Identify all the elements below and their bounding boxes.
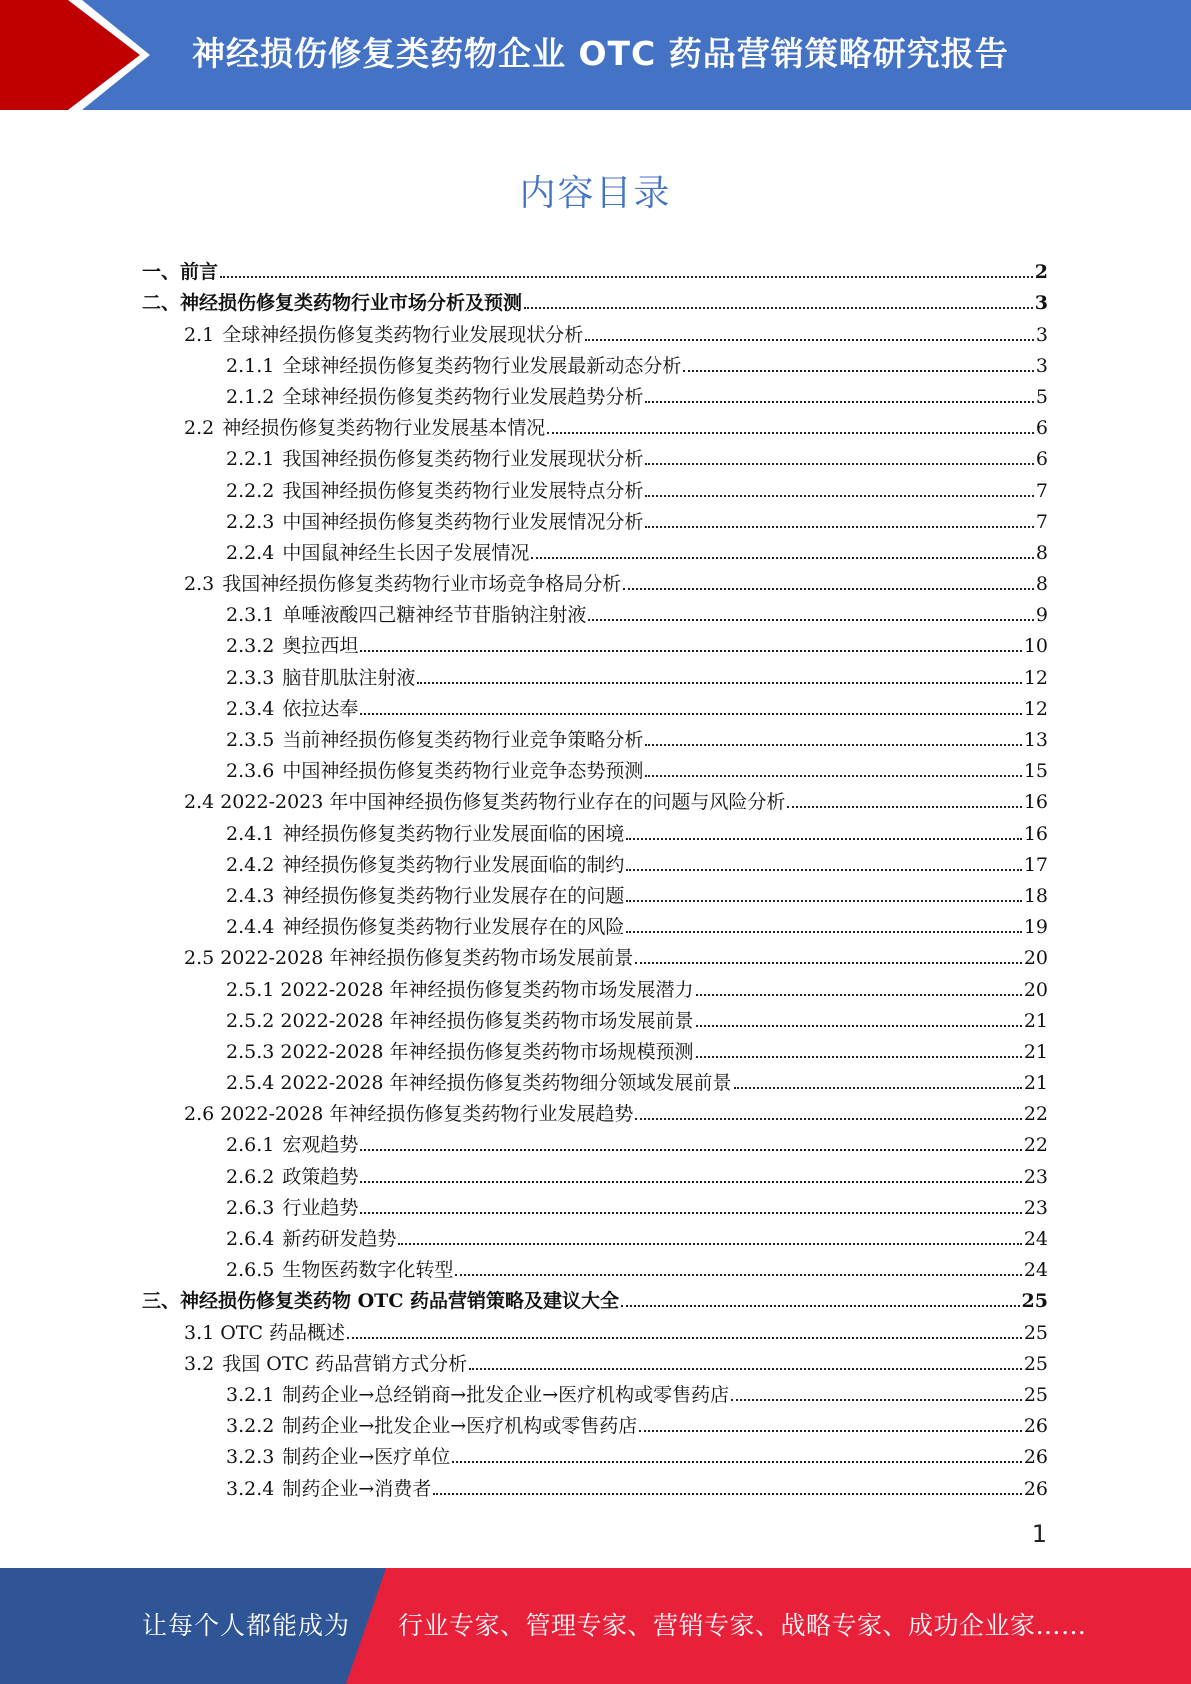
toc-entry-title: 神经损伤修复类药物行业市场分析及预测 [180,292,523,315]
toc-entry-page: 16 [1023,791,1048,814]
toc-entry-title: 中国神经损伤修复类药物行业竞争态势预测 [282,760,644,783]
toc-entry-page: 21 [1023,1072,1048,1095]
toc-title: 内容目录 [519,173,672,214]
toc-entry[interactable] [142,1282,1048,1313]
toc-entry[interactable] [142,347,1048,378]
toc-dot-leader [787,806,1021,808]
toc-entry[interactable] [142,627,1048,658]
toc-entry-page: 22 [1023,1134,1048,1157]
toc-entry[interactable] [142,565,1048,596]
toc-dot-leader [626,838,1021,840]
toc-entry-page: 10 [1023,635,1048,658]
toc-entry-page: 25 [1021,1290,1048,1313]
toc-entry-number: 3.2.3 [226,1446,275,1469]
toc-dot-leader [731,1399,1022,1401]
toc-entry[interactable] [142,409,1048,440]
toc-entry[interactable] [142,752,1048,783]
toc-entry-title: 2022-2028 年神经损伤修复类药物市场规模预测 [280,1040,694,1063]
toc-entry-title: 2022-2028 年神经损伤修复类药物细分领域发展前景 [280,1072,732,1095]
toc-dot-leader [683,370,1034,372]
header-band [0,0,1191,110]
toc-dot-leader [623,588,1034,590]
toc-entry-number: 二、 [142,292,181,315]
toc-entry-title: 当前神经损伤修复类药物行业竞争策略分析 [282,729,644,751]
toc-entry-number: 2.3.6 [226,760,275,783]
header-chevron-icon [0,0,150,110]
toc-entry-page: 6 [1035,417,1048,440]
toc-entry-number: 2.4 [184,791,215,814]
toc-entry-title: 我国神经损伤修复类药物行业发展特点分析 [282,479,644,502]
toc-entry-page: 19 [1023,916,1048,939]
toc-dot-leader [645,401,1034,403]
toc-entry-title: 制药企业→消费者 [282,1477,432,1500]
toc-entry[interactable] [142,1376,1048,1407]
toc-entry-number: 一、 [142,261,181,284]
toc-entry[interactable] [142,783,1048,814]
toc-entry-page: 8 [1035,541,1048,564]
toc-entry-page: 21 [1023,1009,1048,1032]
toc-dot-leader [588,619,1034,621]
toc-entry[interactable] [142,1469,1048,1500]
toc-entry-page: 5 [1035,385,1048,408]
toc-entry-number: 2.3.3 [226,666,275,689]
toc-entry-page: 21 [1023,1040,1048,1063]
toc-entry-number: 2.6.2 [226,1165,275,1188]
toc-entry-number: 2.1.1 [226,354,275,377]
toc-entry-number: 3.1 [184,1321,215,1344]
toc-entry[interactable] [142,1220,1048,1251]
toc-entry-number: 2.2.2 [226,479,275,502]
toc-entry[interactable] [142,378,1048,409]
toc-entry-title: 神经损伤修复类药物行业发展面临的制约 [282,853,625,876]
toc-entry-number: 2.3.4 [226,697,275,720]
toc-entry-number: 2.4.2 [226,853,275,876]
toc-dot-leader [626,931,1021,933]
toc-entry-number: 三、 [142,1290,181,1313]
toc-entry-page: 16 [1023,822,1048,845]
toc-entry[interactable] [142,721,1048,752]
toc-entry-title: 神经损伤修复类药物行业发展面临的困境 [282,822,625,845]
toc-entry[interactable] [142,1407,1048,1438]
toc-entry[interactable] [142,534,1048,565]
toc-entry-number: 2.2.4 [226,541,275,564]
toc-entry-number: 2.3.1 [226,604,275,627]
toc-entry-number: 3.2.4 [226,1477,275,1500]
toc-entry-page: 17 [1023,853,1048,876]
toc-dot-leader [645,775,1021,777]
toc-entry-number: 2.3.2 [226,635,275,658]
toc-entry[interactable] [142,471,1048,502]
footer-slogan-left: 让每个人都能成为 [142,1611,351,1640]
toc-dot-leader [635,1118,1021,1120]
toc-entry[interactable] [142,690,1048,721]
footer-slogan-right: 行业专家、管理专家、营销专家、战略专家、成功企业家…… [398,1611,1087,1640]
toc-entry[interactable] [142,284,1048,315]
toc-dot-leader [547,432,1034,434]
toc-entry-number: 2.3.5 [226,729,275,751]
toc-entry-number: 2.6.3 [226,1196,275,1219]
toc-entry-page: 8 [1035,573,1048,596]
toc-dot-leader [347,1337,1022,1339]
toc-dot-leader [417,682,1021,684]
toc-entry[interactable] [142,1438,1048,1469]
toc-entry-page: 24 [1023,1259,1048,1282]
toc-entry[interactable] [142,1251,1048,1282]
toc-entry-title: 全球神经损伤修复类药物行业发展趋势分析 [282,385,644,408]
table-of-contents [142,253,1048,1501]
toc-dot-leader [626,900,1021,902]
toc-dot-leader [626,869,1021,871]
toc-dot-leader [360,1149,1021,1151]
toc-entry[interactable] [142,908,1048,939]
toc-entry-title: 我国神经损伤修复类药物行业发展现状分析 [282,448,644,471]
toc-entry-page: 12 [1023,697,1048,720]
toc-entry-page: 18 [1023,884,1048,907]
toc-entry-page: 26 [1023,1446,1048,1469]
toc-dot-leader [645,463,1034,465]
toc-entry-number: 2.2 [184,417,215,440]
toc-entry-page: 26 [1023,1477,1048,1500]
toc-entry-number: 2.5.1 [226,978,275,1001]
toc-entry[interactable] [142,846,1048,877]
toc-entry-page: 9 [1035,604,1048,627]
toc-entry-title: 制药企业→医疗单位 [282,1446,451,1469]
toc-entry-page: 7 [1035,510,1048,533]
toc-entry-title: 新药研发趋势 [282,1228,397,1250]
toc-dot-leader [524,307,1033,309]
toc-entry[interactable] [142,1313,1048,1344]
toc-dot-leader [455,1274,1021,1276]
toc-entry-number: 2.5 [184,947,215,970]
toc-entry-title: 中国神经损伤修复类药物行业发展情况分析 [282,510,644,533]
toc-entry-page: 25 [1023,1352,1048,1375]
toc-entry-number: 3.2 [184,1352,215,1375]
toc-dot-leader [645,744,1021,746]
toc-dot-leader [696,1025,1022,1027]
toc-entry-page: 3 [1034,292,1048,315]
toc-entry-number: 2.5.4 [226,1072,275,1095]
toc-entry[interactable] [142,1157,1048,1188]
toc-entry[interactable] [142,1064,1048,1095]
toc-entry-title: 前言 [180,261,219,284]
toc-entry-page: 25 [1023,1321,1048,1344]
toc-entry-title: 奥拉西坦 [282,635,359,658]
toc-entry[interactable] [142,596,1048,627]
toc-entry[interactable] [142,658,1048,689]
toc-entry[interactable] [142,503,1048,534]
toc-entry-number: 3.2.1 [226,1383,275,1406]
toc-entry-title: 行业趋势 [282,1196,359,1219]
toc-dot-leader [398,1243,1021,1245]
toc-entry[interactable] [142,970,1048,1001]
toc-entry-page: 6 [1035,448,1048,471]
toc-entry-number: 2.6.4 [226,1228,275,1250]
toc-entry-title: 2022-2028 年神经损伤修复类药物市场发展前景 [220,947,634,970]
toc-dot-leader [734,1087,1022,1089]
toc-dot-leader [645,526,1034,528]
toc-entry-page: 3 [1035,354,1048,377]
toc-dot-leader [360,1212,1021,1214]
toc-entry-title: 我国 OTC 药品营销方式分析 [222,1352,468,1375]
toc-entry-title: 2022-2028 年神经损伤修复类药物行业发展趋势 [220,1103,634,1126]
toc-entry-title: 2022-2028 年神经损伤修复类药物市场发展潜力 [280,978,694,1001]
toc-entry-number: 3.2.2 [226,1415,275,1438]
toc-entry-number: 2.2.1 [226,448,275,471]
toc-entry-title: 全球神经损伤修复类药物行业发展现状分析 [222,323,584,346]
toc-entry-number: 2.1.2 [226,385,275,408]
toc-entry-page: 13 [1023,729,1048,751]
toc-entry-number: 2.2.3 [226,510,275,533]
toc-entry-page: 20 [1023,978,1048,1001]
toc-entry-number: 2.4.1 [226,822,275,845]
toc-entry-title: OTC 药品概述 [220,1321,346,1344]
toc-entry-page: 3 [1035,323,1048,346]
toc-entry[interactable] [142,440,1048,471]
toc-entry-title: 神经损伤修复类药物行业发展存在的问题 [282,884,625,907]
toc-entry-title: 中国鼠神经生长因子发展情况 [282,541,530,564]
toc-entry[interactable] [142,315,1048,346]
toc-entry[interactable] [142,253,1048,284]
toc-dot-leader [360,713,1021,715]
toc-entry-page: 25 [1023,1383,1048,1406]
toc-entry[interactable] [142,1189,1048,1220]
toc-entry-number: 2.5.2 [226,1009,275,1032]
toc-dot-leader [531,557,1034,559]
page-number: 1 [1031,1520,1047,1548]
toc-entry-number: 2.3 [184,573,215,596]
toc-dot-leader [696,994,1022,996]
toc-entry-title: 单唾液酸四己糖神经节苷脂钠注射液 [282,604,587,627]
toc-entry-title: 政策趋势 [282,1165,359,1188]
toc-entry-page: 20 [1023,947,1048,970]
toc-entry-number: 2.6.1 [226,1134,275,1157]
toc-entry-number: 2.4.3 [226,884,275,907]
toc-dot-leader [433,1493,1022,1495]
toc-dot-leader [585,339,1034,341]
toc-entry-title: 神经损伤修复类药物 OTC 药品营销策略及建议大全 [180,1290,620,1313]
toc-entry[interactable] [142,1033,1048,1064]
toc-dot-leader [469,1368,1022,1370]
toc-entry[interactable] [142,1345,1048,1376]
toc-entry-page: 15 [1023,760,1048,783]
toc-entry-number: 2.5.3 [226,1040,275,1063]
toc-entry-title: 神经损伤修复类药物行业发展存在的风险 [282,916,625,939]
toc-entry-number: 2.4.4 [226,916,275,939]
toc-entry[interactable] [142,939,1048,970]
toc-entry-page: 7 [1035,479,1048,502]
toc-entry-page: 12 [1023,666,1048,689]
toc-entry-title: 我国神经损伤修复类药物行业市场竞争格局分析 [222,573,622,596]
toc-entry[interactable] [142,1002,1048,1033]
toc-entry-page: 24 [1023,1228,1048,1250]
toc-dot-leader [645,495,1034,497]
toc-entry-page: 23 [1023,1165,1048,1188]
toc-entry-title: 制药企业→批发企业→医疗机构或零售药店 [282,1415,638,1438]
toc-entry[interactable] [142,877,1048,908]
toc-entry-number: 2.1 [184,323,215,346]
toc-dot-leader [635,962,1021,964]
toc-entry-title: 生物医药数字化转型 [282,1259,454,1282]
toc-dot-leader [452,1461,1022,1463]
toc-entry-title: 2022-2023 年中国神经损伤修复类药物行业存在的问题与风险分析 [220,791,786,814]
toc-entry-number: 2.6.5 [226,1259,275,1282]
toc-entry-title: 宏观趋势 [282,1134,359,1157]
toc-entry-page: 2 [1034,261,1048,284]
toc-dot-leader [639,1430,1022,1432]
report-title: 神经损伤修复类药物企业 OTC 药品营销策略研究报告 [192,34,1009,73]
toc-entry-number: 2.6 [184,1103,215,1126]
toc-entry-title: 神经损伤修复类药物行业发展基本情况 [222,417,546,440]
toc-entry[interactable] [142,1095,1048,1126]
toc-entry-page: 22 [1023,1103,1048,1126]
footer-band [0,1568,1191,1684]
toc-entry-title: 脑苷肌肽注射液 [282,666,416,689]
toc-dot-leader [696,1056,1022,1058]
toc-entry-title: 制药企业→总经销商→批发企业→医疗机构或零售药店 [282,1383,730,1406]
toc-dot-leader [220,276,1033,278]
toc-entry-title: 依拉达奉 [282,697,359,720]
toc-entry-page: 23 [1023,1196,1048,1219]
toc-dot-leader [360,650,1021,652]
toc-entry-title: 全球神经损伤修复类药物行业发展最新动态分析 [282,354,682,377]
toc-dot-leader [621,1305,1019,1307]
toc-entry-page: 26 [1023,1415,1048,1438]
toc-entry-title: 2022-2028 年神经损伤修复类药物市场发展前景 [280,1009,694,1032]
toc-dot-leader [360,1181,1021,1183]
toc-entry[interactable] [142,1126,1048,1157]
toc-entry[interactable] [142,814,1048,845]
